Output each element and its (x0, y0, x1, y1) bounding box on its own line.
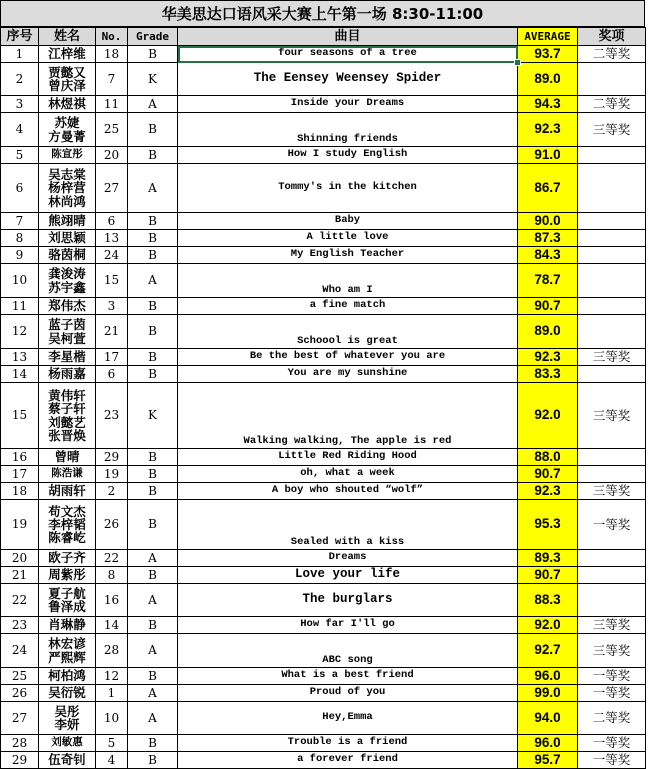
cell-award[interactable] (578, 366, 646, 383)
header-grade[interactable]: Grade (128, 28, 178, 46)
cell-award[interactable] (578, 147, 646, 164)
cell-average[interactable]: 92.3 (518, 349, 578, 366)
cell-number[interactable]: 1 (96, 685, 128, 702)
table-row (1, 584, 646, 617)
cell-index[interactable]: 23 (1, 617, 39, 634)
cell-award[interactable]: 三等奖 (578, 634, 646, 668)
cell-grade[interactable]: B (128, 247, 178, 264)
cell-number[interactable]: 28 (96, 634, 128, 668)
cell-grade[interactable]: B (128, 567, 178, 584)
cell-award[interactable] (578, 466, 646, 483)
cell-song[interactable]: ABC song (178, 634, 518, 668)
cell-award[interactable]: 三等奖 (578, 349, 646, 366)
cell-average[interactable]: 94.3 (518, 96, 578, 113)
cell-average[interactable]: 91.0 (518, 147, 578, 164)
cell-average[interactable]: 86.7 (518, 164, 578, 213)
table-row (1, 668, 646, 685)
cell-number[interactable]: 22 (96, 550, 128, 567)
student-name: 张晋焕 (48, 427, 86, 443)
cell-grade[interactable]: K (128, 63, 178, 96)
table-row (1, 366, 646, 383)
cell-average[interactable]: 92.3 (518, 113, 578, 147)
header-no[interactable]: No. (96, 28, 128, 46)
cell-average[interactable]: 96.0 (518, 668, 578, 685)
table-row (1, 213, 646, 230)
cell-name[interactable] (39, 702, 96, 735)
table-row (1, 685, 646, 702)
student-name: 吴彤 (54, 703, 80, 719)
cell-award[interactable] (578, 247, 646, 264)
cell-award[interactable]: 一等奖 (578, 752, 646, 769)
cell-song[interactable]: Trouble is a friend (178, 735, 518, 752)
student-name: 刘敏惠 (51, 736, 83, 749)
cell-average[interactable]: 96.0 (518, 735, 578, 752)
cell-song[interactable]: Shinning friends (178, 113, 518, 147)
cell-average[interactable]: 90.0 (518, 213, 578, 230)
cell-song[interactable]: The Eensey Weensey Spider (178, 63, 518, 96)
cell-number[interactable]: 16 (96, 584, 128, 617)
student-name: 曾庆泽 (48, 78, 86, 93)
student-name: 李梓韬 (48, 516, 86, 532)
cell-average[interactable]: 94.0 (518, 702, 578, 735)
cell-award[interactable] (578, 230, 646, 247)
table-row (1, 550, 646, 567)
cell-award[interactable] (578, 164, 646, 213)
cell-song[interactable]: A little love (178, 230, 518, 247)
cell-grade[interactable]: B (128, 230, 178, 247)
cell-average[interactable]: 92.0 (518, 383, 578, 449)
student-name: 刘懿艺 (48, 414, 86, 430)
cell-grade[interactable]: B (128, 735, 178, 752)
cell-grade[interactable]: A (128, 96, 178, 113)
cell-award[interactable]: 二等奖 (578, 702, 646, 735)
cell-award[interactable]: 三等奖 (578, 383, 646, 449)
cell-grade[interactable]: A (128, 164, 178, 213)
cell-grade[interactable]: B (128, 366, 178, 383)
cell-name[interactable] (39, 449, 96, 466)
student-name: 肖琳静 (48, 617, 86, 633)
student-name: 陈浩谦 (51, 467, 83, 480)
cell-award[interactable]: 二等奖 (578, 96, 646, 113)
cell-grade[interactable]: B (128, 113, 178, 147)
table-row (1, 113, 646, 147)
cell-index[interactable]: 10 (1, 264, 39, 298)
cell-index[interactable]: 12 (1, 315, 39, 349)
cell-grade[interactable]: B (128, 449, 178, 466)
table-row (1, 383, 646, 449)
cell-average[interactable]: 83.3 (518, 366, 578, 383)
cell-index[interactable]: 9 (1, 247, 39, 264)
cell-grade[interactable]: A (128, 264, 178, 298)
cell-average[interactable]: 90.7 (518, 298, 578, 315)
cell-grade[interactable]: B (128, 147, 178, 164)
cell-average[interactable]: 93.7 (518, 46, 578, 63)
table-row (1, 702, 646, 735)
cell-name[interactable] (39, 735, 96, 752)
cell-grade[interactable]: A (128, 702, 178, 735)
cell-name[interactable] (39, 584, 96, 617)
cell-song[interactable]: Proud of you (178, 685, 518, 702)
cell-number[interactable]: 21 (96, 315, 128, 349)
cell-number[interactable]: 6 (96, 213, 128, 230)
cell-name[interactable] (39, 567, 96, 584)
student-name: 柯柏鸿 (48, 668, 86, 684)
student-name: 李妍 (54, 717, 80, 732)
student-name: 方曼菁 (48, 128, 86, 144)
cell-number[interactable]: 12 (96, 668, 128, 685)
table-row (1, 230, 646, 247)
cell-average[interactable]: 92.3 (518, 483, 578, 500)
cell-number[interactable]: 10 (96, 702, 128, 735)
cell-index[interactable]: 21 (1, 567, 39, 584)
cell-number[interactable]: 20 (96, 147, 128, 164)
cell-grade[interactable]: B (128, 483, 178, 500)
results-table (0, 27, 646, 769)
table-row (1, 298, 646, 315)
table-row (1, 63, 646, 96)
cell-name[interactable] (39, 213, 96, 230)
cell-name[interactable] (39, 550, 96, 567)
cell-grade[interactable]: K (128, 383, 178, 449)
cell-index[interactable]: 22 (1, 584, 39, 617)
cell-grade[interactable]: A (128, 685, 178, 702)
student-name: 欧子齐 (48, 550, 86, 566)
sheet-title[interactable]: 华美思达口语风采大赛上午第一场 8:30-11:00 (0, 0, 645, 27)
table-row (1, 500, 646, 550)
cell-index[interactable]: 29 (1, 752, 39, 769)
cell-grade[interactable]: B (128, 315, 178, 349)
cell-grade[interactable]: B (128, 500, 178, 550)
cell-index[interactable]: 18 (1, 483, 39, 500)
cell-song[interactable]: Sealed with a kiss (178, 500, 518, 550)
cell-award[interactable] (578, 315, 646, 349)
cell-song[interactable]: Schoool is great (178, 315, 518, 349)
student-name: 林宏谚 (48, 636, 86, 652)
cell-index[interactable]: 20 (1, 550, 39, 567)
cell-song[interactable]: My English Teacher (178, 247, 518, 264)
cell-song[interactable]: Dreams (178, 550, 518, 567)
header-row (1, 28, 646, 46)
student-name: 周紫彤 (48, 567, 86, 583)
table-row (1, 46, 646, 63)
header-award[interactable]: 奖项 (578, 28, 646, 46)
cell-index[interactable]: 1 (1, 46, 39, 63)
cell-grade[interactable]: B (128, 668, 178, 685)
cell-name[interactable] (39, 349, 96, 366)
student-name: 鲁泽成 (48, 599, 86, 614)
cell-number[interactable]: 15 (96, 264, 128, 298)
cell-award[interactable]: 三等奖 (578, 113, 646, 147)
cell-average[interactable]: 84.3 (518, 247, 578, 264)
header-song[interactable]: 曲目 (178, 28, 518, 46)
cell-number[interactable]: 13 (96, 230, 128, 247)
student-name: 曾晴 (54, 449, 80, 465)
header-idx[interactable]: 序号 (1, 28, 39, 46)
student-name: 贾懿又 (48, 64, 86, 80)
cell-average[interactable]: 87.3 (518, 230, 578, 247)
cell-grade[interactable]: B (128, 466, 178, 483)
cell-index[interactable]: 27 (1, 702, 39, 735)
cell-grade[interactable]: B (128, 752, 178, 769)
cell-name[interactable] (39, 315, 96, 349)
cell-index[interactable]: 7 (1, 213, 39, 230)
cell-name[interactable] (39, 634, 96, 668)
cell-average[interactable]: 88.0 (518, 449, 578, 466)
cell-grade[interactable]: B (128, 349, 178, 366)
cell-name[interactable] (39, 298, 96, 315)
cell-index[interactable]: 3 (1, 96, 39, 113)
cell-average[interactable]: 99.0 (518, 685, 578, 702)
cell-average[interactable]: 95.7 (518, 752, 578, 769)
cell-average[interactable]: 90.7 (518, 466, 578, 483)
table-row (1, 449, 646, 466)
student-name: 苟文杰 (48, 503, 86, 519)
cell-index[interactable]: 28 (1, 735, 39, 752)
student-name: 杨雨嘉 (48, 366, 86, 382)
cell-number[interactable]: 11 (96, 96, 128, 113)
cell-index[interactable]: 16 (1, 449, 39, 466)
cell-award[interactable]: 一等奖 (578, 500, 646, 550)
cell-index[interactable]: 11 (1, 298, 39, 315)
table-row (1, 466, 646, 483)
cell-index[interactable]: 8 (1, 230, 39, 247)
cell-number[interactable]: 19 (96, 466, 128, 483)
table-row (1, 634, 646, 668)
table-row (1, 247, 646, 264)
cell-average[interactable]: 90.7 (518, 567, 578, 584)
cell-name[interactable] (39, 366, 96, 383)
cell-grade[interactable]: A (128, 584, 178, 617)
student-name: 吴柯萱 (48, 330, 86, 346)
cell-name[interactable] (39, 685, 96, 702)
cell-index[interactable]: 19 (1, 500, 39, 550)
cell-index[interactable]: 6 (1, 164, 39, 213)
table-row (1, 617, 646, 634)
student-name: 刘思颖 (48, 230, 86, 246)
cell-song[interactable]: How I study English (178, 147, 518, 164)
table-row (1, 147, 646, 164)
student-name: 林煜祺 (48, 96, 86, 112)
student-name: 杨梓营 (48, 180, 86, 196)
cell-number[interactable]: 27 (96, 164, 128, 213)
cell-song[interactable]: a forever friend (178, 752, 518, 769)
student-name: 林尚鸿 (48, 193, 86, 209)
cell-grade[interactable]: B (128, 617, 178, 634)
fill-handle[interactable] (514, 59, 521, 66)
cell-song[interactable]: Hey,Emma (178, 702, 518, 735)
student-name: 苏宇鑫 (48, 279, 86, 295)
table-row (1, 164, 646, 213)
cell-award[interactable] (578, 264, 646, 298)
cell-award[interactable] (578, 449, 646, 466)
cell-song[interactable]: four seasons of a tree (178, 46, 518, 63)
cell-song[interactable]: How far I'll go (178, 617, 518, 634)
cell-name[interactable] (39, 247, 96, 264)
cell-award[interactable] (578, 584, 646, 617)
cell-song[interactable]: A boy who shouted “wolf” (178, 483, 518, 500)
cell-song[interactable]: The burglars (178, 584, 518, 617)
cell-song[interactable]: a fine match (178, 298, 518, 315)
cell-index[interactable]: 24 (1, 634, 39, 668)
cell-average[interactable]: 95.3 (518, 500, 578, 550)
cell-number[interactable]: 3 (96, 298, 128, 315)
cell-name[interactable] (39, 164, 96, 213)
cell-name[interactable] (39, 147, 96, 164)
cell-grade[interactable]: A (128, 550, 178, 567)
cell-award[interactable] (578, 63, 646, 96)
cell-award[interactable] (578, 213, 646, 230)
cell-index[interactable]: 5 (1, 147, 39, 164)
cell-index[interactable]: 4 (1, 113, 39, 147)
cell-number[interactable]: 7 (96, 63, 128, 96)
cell-grade[interactable]: A (128, 634, 178, 668)
student-name: 伍奇钊 (48, 752, 86, 768)
cell-name[interactable] (39, 264, 96, 298)
student-name: 夏子航 (48, 585, 86, 601)
student-name: 吴志棠 (48, 167, 86, 183)
cell-award[interactable] (578, 298, 646, 315)
student-name: 陈睿屹 (48, 530, 86, 546)
cell-number[interactable]: 14 (96, 617, 128, 634)
cell-average[interactable]: 92.7 (518, 634, 578, 668)
cell-song[interactable]: Little Red Riding Hood (178, 449, 518, 466)
student-name: 骆茵桐 (48, 247, 86, 263)
cell-award[interactable]: 二等奖 (578, 46, 646, 63)
header-name[interactable]: 姓名 (39, 28, 96, 46)
cell-name[interactable] (39, 230, 96, 247)
student-name: 熊翊晴 (48, 213, 86, 229)
student-name: 蓝子茵 (48, 317, 86, 333)
cell-number[interactable]: 26 (96, 500, 128, 550)
student-name: 胡雨轩 (48, 483, 86, 499)
cell-name[interactable] (39, 500, 96, 550)
cell-song[interactable]: oh, what a week (178, 466, 518, 483)
cell-song[interactable]: Inside your Dreams (178, 96, 518, 113)
student-name: 李星楷 (48, 349, 86, 365)
student-name: 严熙辉 (48, 649, 86, 665)
student-name: 黄伟轩 (48, 388, 86, 404)
cell-index[interactable]: 25 (1, 668, 39, 685)
cell-name[interactable] (39, 63, 96, 96)
cell-name[interactable] (39, 113, 96, 147)
table-row (1, 752, 646, 769)
cell-song[interactable]: You are my sunshine (178, 366, 518, 383)
cell-index[interactable]: 2 (1, 63, 39, 96)
cell-average[interactable]: 78.7 (518, 264, 578, 298)
cell-index[interactable]: 13 (1, 349, 39, 366)
student-name: 蔡子轩 (48, 401, 86, 417)
student-name: 江梓维 (48, 46, 86, 62)
table-row (1, 264, 646, 298)
cell-award[interactable]: 一等奖 (578, 668, 646, 685)
cell-award[interactable]: 一等奖 (578, 735, 646, 752)
table-body (1, 46, 646, 769)
cell-name[interactable] (39, 668, 96, 685)
cell-award[interactable]: 三等奖 (578, 617, 646, 634)
cell-grade[interactable]: B (128, 213, 178, 230)
table-row (1, 735, 646, 752)
cell-index[interactable]: 14 (1, 366, 39, 383)
cell-name[interactable] (39, 483, 96, 500)
cell-grade[interactable]: B (128, 298, 178, 315)
cell-grade[interactable]: B (128, 46, 178, 63)
cell-index[interactable]: 15 (1, 383, 39, 449)
table-row (1, 315, 646, 349)
cell-average[interactable]: 92.0 (518, 617, 578, 634)
cell-number[interactable]: 25 (96, 113, 128, 147)
cell-number[interactable]: 6 (96, 366, 128, 383)
cell-name[interactable] (39, 466, 96, 483)
student-name: 吴衍锐 (48, 685, 86, 701)
cell-award[interactable] (578, 567, 646, 584)
student-name: 陈宣彤 (51, 148, 83, 161)
cell-number[interactable]: 2 (96, 483, 128, 500)
cell-song[interactable]: Be the best of whatever you are (178, 349, 518, 366)
cell-award[interactable]: 一等奖 (578, 685, 646, 702)
student-name: 苏婕 (54, 115, 80, 131)
cell-name[interactable] (39, 96, 96, 113)
cell-name[interactable] (39, 617, 96, 634)
table-row (1, 96, 646, 113)
cell-song[interactable]: Who am I (178, 264, 518, 298)
cell-index[interactable]: 26 (1, 685, 39, 702)
cell-number[interactable]: 5 (96, 735, 128, 752)
cell-number[interactable]: 24 (96, 247, 128, 264)
cell-name[interactable] (39, 46, 96, 63)
cell-song[interactable]: Baby (178, 213, 518, 230)
cell-number[interactable]: 4 (96, 752, 128, 769)
cell-number[interactable]: 17 (96, 349, 128, 366)
cell-average[interactable]: 89.3 (518, 550, 578, 567)
table-row (1, 483, 646, 500)
cell-average[interactable]: 89.0 (518, 63, 578, 96)
table-row (1, 567, 646, 584)
cell-song[interactable]: Walking walking, The apple is red (178, 383, 518, 449)
cell-average[interactable]: 88.3 (518, 584, 578, 617)
cell-name[interactable] (39, 383, 96, 449)
cell-song[interactable]: Love your life (178, 567, 518, 584)
student-name: 郑伟杰 (48, 298, 86, 314)
cell-number[interactable]: 8 (96, 567, 128, 584)
cell-song[interactable]: What is a best friend (178, 668, 518, 685)
cell-song[interactable]: Tommy's in the kitchen (178, 164, 518, 213)
student-name: 龚浚涛 (48, 266, 86, 282)
cell-number[interactable]: 29 (96, 449, 128, 466)
cell-average[interactable]: 89.0 (518, 315, 578, 349)
cell-name[interactable] (39, 752, 96, 769)
cell-number[interactable]: 23 (96, 383, 128, 449)
cell-index[interactable]: 17 (1, 466, 39, 483)
cell-award[interactable] (578, 550, 646, 567)
header-average[interactable]: AVERAGE (518, 28, 578, 46)
cell-number[interactable]: 18 (96, 46, 128, 63)
cell-award[interactable]: 三等奖 (578, 483, 646, 500)
table-row (1, 349, 646, 366)
